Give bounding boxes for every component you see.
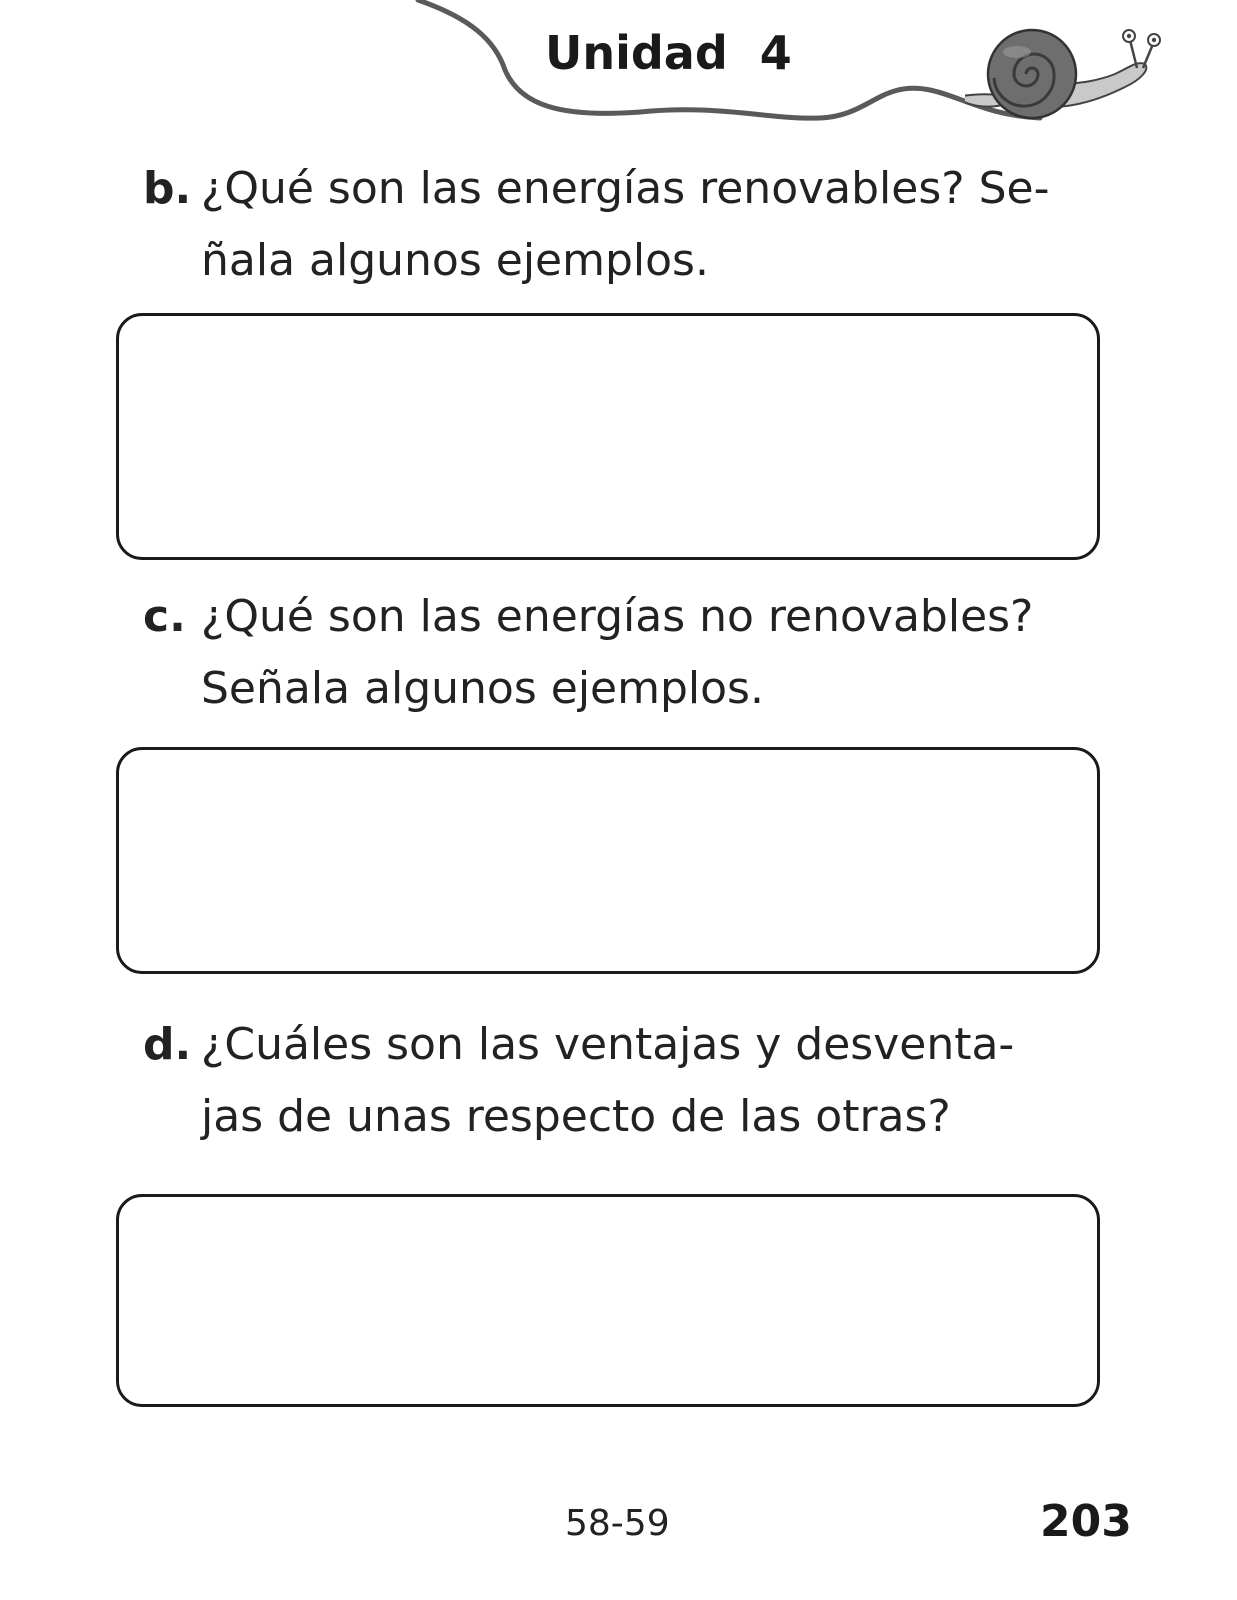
page-number: 203 [1040,1496,1132,1547]
question-text-line: ¿Qué son las energías renovables? Se- [201,163,1050,214]
unit-title: Unidad 4 [545,26,792,80]
question-text-line: ¿Qué son las energías no renovables? [201,591,1034,642]
question-letter: d. [143,1019,192,1070]
question-c [143,580,1123,730]
question-letter: c. [143,591,186,642]
question-text-line: ñala algunos ejemplos. [201,235,709,286]
answer-box-c[interactable] [116,747,1100,974]
reference-pages: 58-59 [565,1503,670,1544]
question-text-line: jas de unas respecto de las otras? [201,1091,951,1142]
answer-box-b[interactable] [116,313,1100,560]
question-letter: b. [143,163,192,214]
question-text-line: ¿Cuáles son las ventajas y desventa- [201,1019,1015,1070]
answer-box-d[interactable] [116,1194,1100,1407]
question-b [143,152,1123,302]
snail-icon [965,22,1175,132]
question-d [143,1008,1123,1158]
question-text-line: Señala algunos ejemplos. [201,663,764,714]
